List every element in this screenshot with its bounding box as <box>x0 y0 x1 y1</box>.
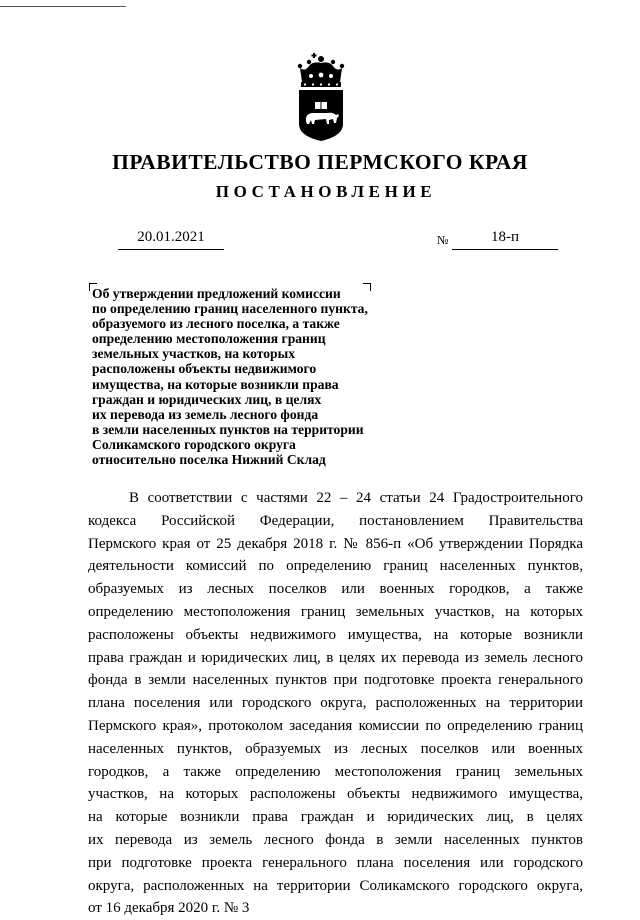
subject-line: граждан и юридических лиц, в целях <box>92 391 322 407</box>
perm-krai-coat-of-arms-icon <box>291 52 351 142</box>
body-line: кодекса Российской Федерации, постановлением Правительства <box>88 512 583 529</box>
subject-line: по определению границ населенного пункта, <box>92 301 368 317</box>
document-date: 20.01.2021 <box>118 229 224 250</box>
body-line: деятельности комиссий по определению границ населенных пунктов, <box>88 558 583 575</box>
government-title: ПРАВИТЕЛЬСТВО ПЕРМСКОГО КРАЯ <box>112 150 528 174</box>
subject-line: образуемого из лесного поселка, а также <box>92 316 340 332</box>
body-line: расположены объекты недвижимого имущества, на которые возникли <box>88 626 583 643</box>
body-line: населенных пунктов, образуемых из лесных поселков или военных <box>88 740 583 757</box>
subject-line: Соликамского городского округа <box>92 436 296 452</box>
body-line: плана поселения или городского округа, расположенных на территории <box>88 695 583 712</box>
body-line: участков, на которых расположены объекты недвижимого имущества, <box>88 786 583 803</box>
subject-line: относительно поселка Нижний Склад <box>92 452 326 468</box>
body-line: В соответствии с частями 22 – 24 статьи 24 Градостроительного <box>129 490 583 506</box>
body-line: на которые возникли права граждан и юридических лиц, в целях <box>88 809 583 826</box>
body-line: права граждан и юридических лиц, в целях их перевода из земель лесного <box>88 649 583 666</box>
body-line: их перевода из земель лесного фонда в земли населенных пунктов <box>88 831 583 848</box>
number-label: № <box>437 233 449 247</box>
subject-line: в земли населенных пунктов на территории <box>92 421 364 437</box>
body-line: округа, расположенных на территории Соликамского городского округа, <box>88 877 583 894</box>
body-line: Пермского края», протоколом заседания комиссии по определению границ <box>88 717 583 734</box>
body-line: при подготовке проекта генерального плана поселения или городского <box>88 854 583 871</box>
document-subject <box>92 286 368 467</box>
body-line: определению местоположения границ земельных участков, на которых <box>88 603 583 620</box>
subject-line: Об утверждении предложений комиссии <box>92 286 341 301</box>
subject-line: имущества, на которые возникли права <box>92 376 339 392</box>
subject-line: расположены объекты недвижимого <box>92 361 317 377</box>
top-rule <box>0 6 126 7</box>
document-number: 18-п <box>452 229 558 250</box>
body-paragraph <box>88 487 583 920</box>
body-line: фонда в земли населенных пунктов при подготовке проекта генерального <box>88 672 583 689</box>
subject-line: их перевода из земель лесного фонда <box>92 406 319 422</box>
body-line: городков, а также определению местоположения границ земельных <box>88 763 583 780</box>
body-line: от 16 декабря 2020 г. № 3 <box>88 900 250 917</box>
body-line: образуемых из лесных поселков или военных городков, а также <box>88 581 583 598</box>
subject-line: определению местоположения границ <box>92 331 326 347</box>
body-line: Пермского края от 25 декабря 2018 г. № 856-п «Об утверждении Порядка <box>88 535 583 552</box>
document-type: ПОСТАНОВЛЕНИЕ <box>215 182 437 201</box>
subject-line: земельных участков, на которых <box>92 346 296 362</box>
